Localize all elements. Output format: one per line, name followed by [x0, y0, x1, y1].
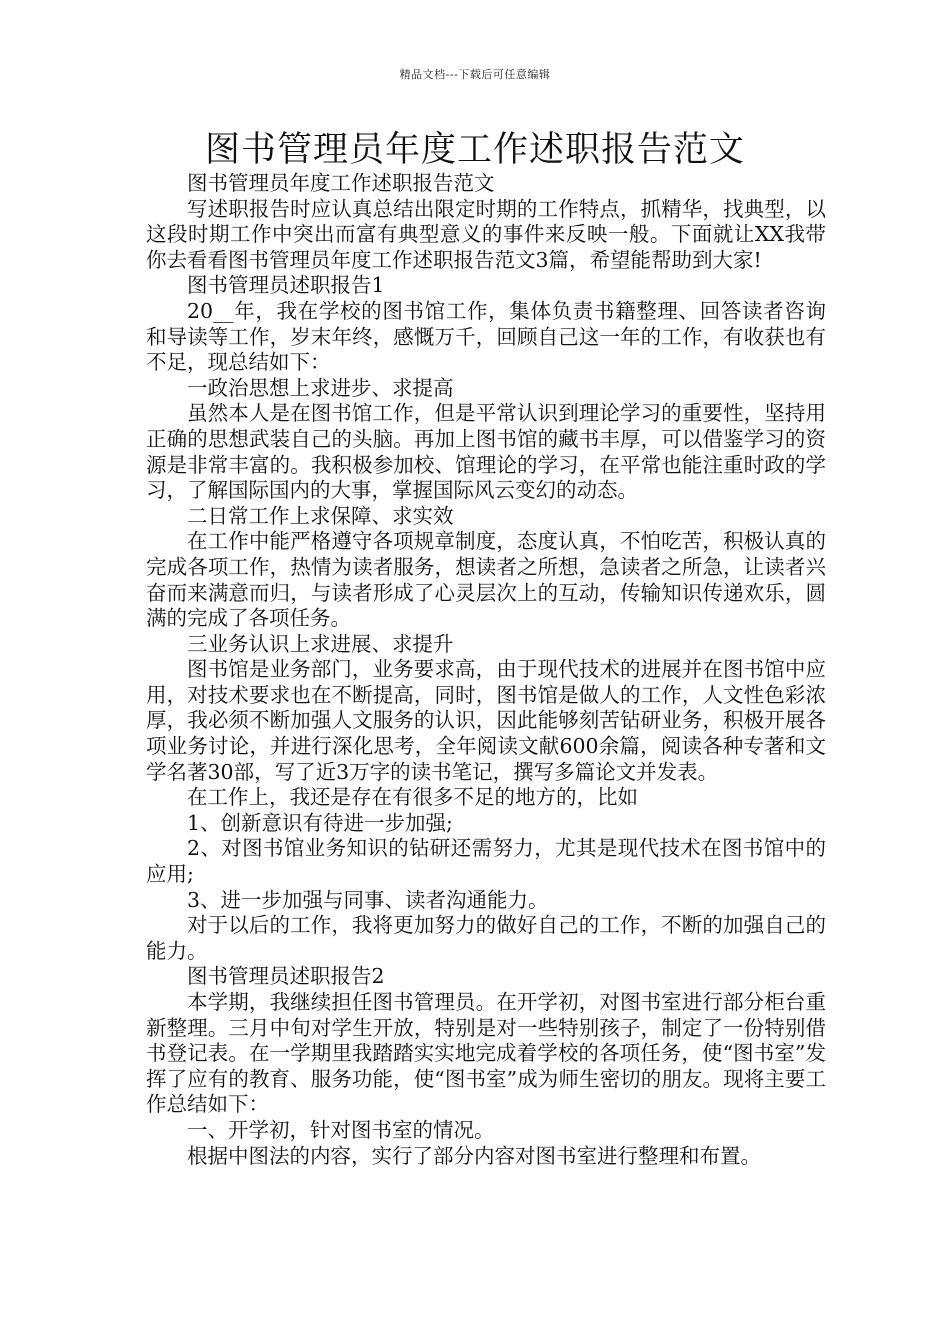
section-heading: 二日常工作上求保障、求实效 — [187, 503, 454, 528]
body-paragraph: 图书馆是业务部门，业务要求高，由于现代技术的进展并在图书馆中应用，对技术要求也在不断提高，同时，图书馆是做人的工作，人文性色彩浓厚，我必须不断加强人文服务的认识，因此能够刻苦钻研业务，积极开展各项业务讨论，并进行深化思考，全年阅读文献600余篇，阅读各种专著和文学名著30部，写了近3万字的读书笔记，撰写多篇论文并发表。 — [146, 657, 826, 784]
section-heading: 一、开学初，针对图书室的情况。 — [187, 1117, 495, 1142]
list-item: 1、创新意识有待进一步加强; — [187, 810, 453, 835]
report-1-paragraph: 20__年，我在学校的图书馆工作，集体负责书籍整理、回答读者咨询和导读等工作，岁末年终，感慨万千，回顾自己这一年的工作，有收获也有不足，现总结如下： — [146, 298, 826, 375]
intro-paragraph: 写述职报告时应认真总结出限定时期的工作特点，抓精华，找典型，以这段时期工作中突出而富有典型意义的事件来反映一般。下面就让XX我带你去看看图书管理员年度工作述职报告范文3篇，希望能帮助到大家! — [146, 196, 826, 272]
list-item: 2、对图书馆业务知识的钻研还需努力，尤其是现代技术在图书馆中的应用; — [146, 836, 826, 887]
body-paragraph: 本学期，我继续担任图书管理员。在开学初，对图书室进行部分柜台重新整理。三月中旬对学生开放，特别是对一些特别孩子，制定了一份特别借书登记表。在一学期里我踏踏实实地完成着学校的各项任务，使“图书室”发挥了应有的教育、服务功能，使“图书室”成为师生密切的朋友。现将主要工作总结如下： — [146, 990, 826, 1117]
body-paragraph: 在工作中能严格遵守各项规章制度，态度认真，不怕吃苦，积极认真的完成各项工作，热情为读者服务，想读者之所想，急读者之所急，让读者兴奋而来满意而归，与读者形成了心灵层次上的互动，传输知识传递欢乐，圆满的完成了各项任务。 — [146, 529, 826, 631]
list-item: 3、进一步加强与同事、读者沟通能力。 — [187, 887, 549, 912]
intro-heading: 图书管理员年度工作述职报告范文 — [187, 171, 495, 195]
section-heading: 三业务认识上求进展、求提升 — [187, 631, 454, 656]
report-1-heading: 图书管理员述职报告1 — [187, 273, 385, 298]
body-paragraph: 对于以后的工作，我将更加努力的做好自己的工作，不断的加强自己的能力。 — [146, 913, 826, 963]
body-paragraph: 虽然本人是在图书馆工作，但是平常认识到理论学习的重要性，坚持用正确的思想武装自己的头脑。再加上图书馆的藏书丰厚，可以借鉴学习的资源是非常丰富的。我积极参加校、馆理论的学习，在平常也能注重时政的学习，了解国际国内的大事，掌握国际风云变幻的动态。 — [146, 401, 826, 503]
body-paragraph: 根据中图法的内容，实行了部分内容对图书室进行整理和布置。 — [187, 1143, 761, 1168]
document-title: 图书管理员年度工作述职报告范文 — [204, 130, 745, 170]
header-note: 精品文档---下载后可任意编辑 — [399, 68, 551, 81]
document-body — [146, 171, 826, 1169]
report-2-heading: 图书管理员述职报告2 — [187, 964, 385, 989]
section-heading: 一政治思想上求进步、求提高 — [187, 375, 454, 400]
body-paragraph: 在工作上，我还是存在有很多不足的地方的，比如 — [187, 785, 638, 810]
